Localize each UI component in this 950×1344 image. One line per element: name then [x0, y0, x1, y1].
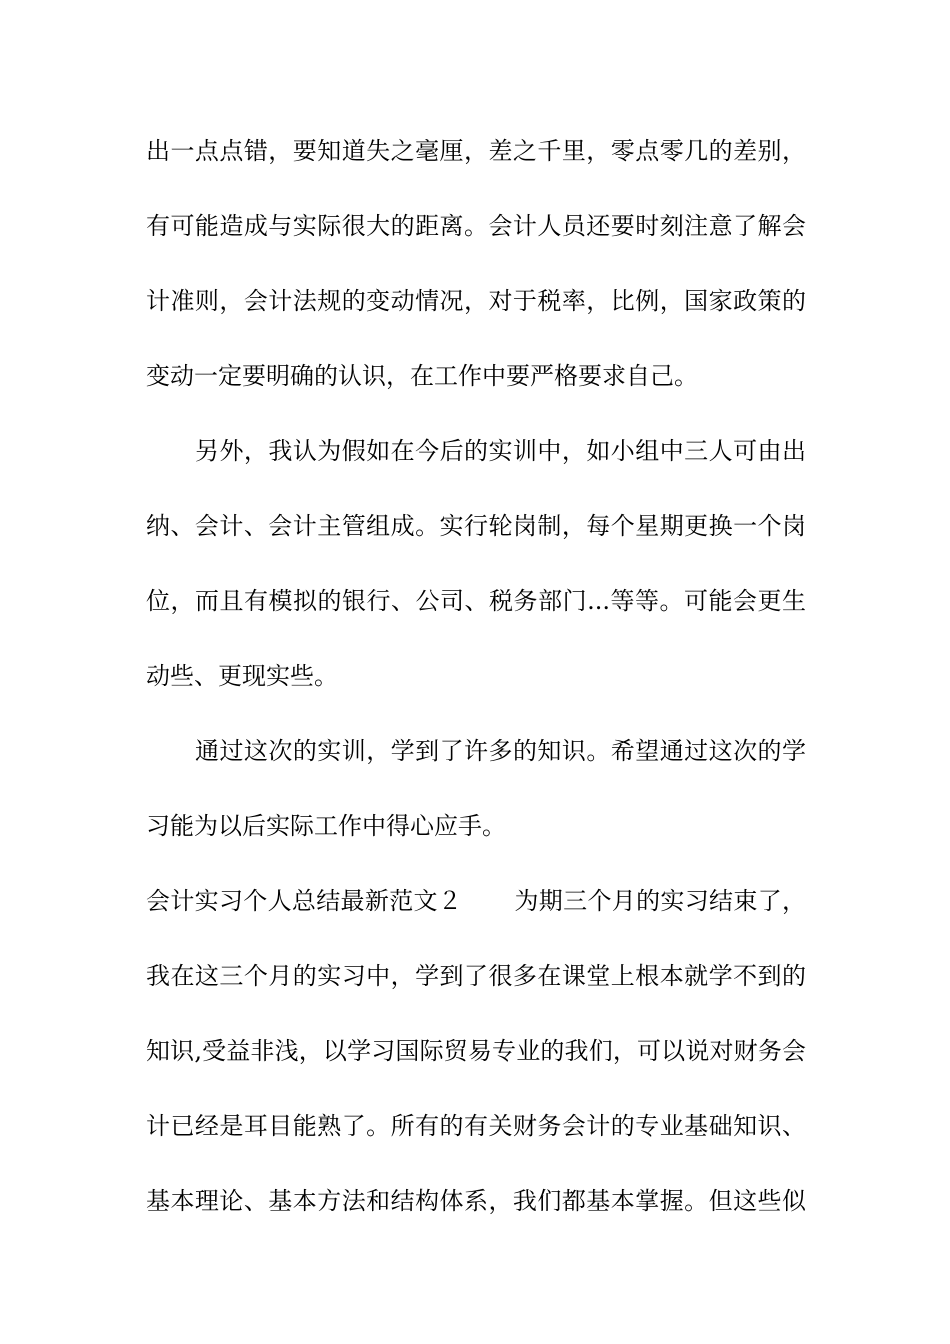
text-line: 基本理论、基本方法和结构体系，我们都基本掌握。但这些似 — [146, 1187, 806, 1215]
text-line: 我在这三个月的实习中，学到了很多在课堂上根本就学不到的 — [146, 962, 806, 990]
text-line: 位，而且有模拟的银行、公司、税务部门...等等。可能会更生 — [146, 587, 806, 615]
text-line: 动些、更现实些。 — [146, 662, 338, 690]
paragraph-first-line: 另外，我认为假如在今后的实训中，如小组中三人可由出 — [195, 437, 806, 465]
paragraph-first-line: 通过这次的实训，学到了许多的知识。希望通过这次的学 — [195, 737, 806, 765]
text-line: 有可能造成与实际很大的距离。会计人员还要时刻注意了解会 — [146, 212, 806, 240]
text-line: 计已经是耳目能熟了。所有的有关财务会计的专业基础知识、 — [146, 1112, 806, 1140]
section-heading: 会计实习个人总结最新范文２ — [146, 887, 463, 915]
text-line: 出一点点错，要知道失之毫厘，差之千里，零点零几的差别， — [146, 137, 806, 165]
text-line: 习能为以后实际工作中得心应手。 — [146, 812, 506, 840]
text-line: 变动一定要明确的认识，在工作中要严格要求自己。 — [146, 362, 698, 390]
section-line — [146, 881, 806, 921]
text-line: 计准则，会计法规的变动情况，对于税率，比例，国家政策的 — [146, 287, 806, 315]
text-line: 知识,受益非浅，以学习国际贸易专业的我们，可以说对财务会 — [146, 1037, 806, 1065]
text-line: 纳、会计、会计主管组成。实行轮岗制，每个星期更换一个岗 — [146, 512, 806, 540]
section-first-line: 为期三个月的实习结束了， — [514, 887, 807, 915]
